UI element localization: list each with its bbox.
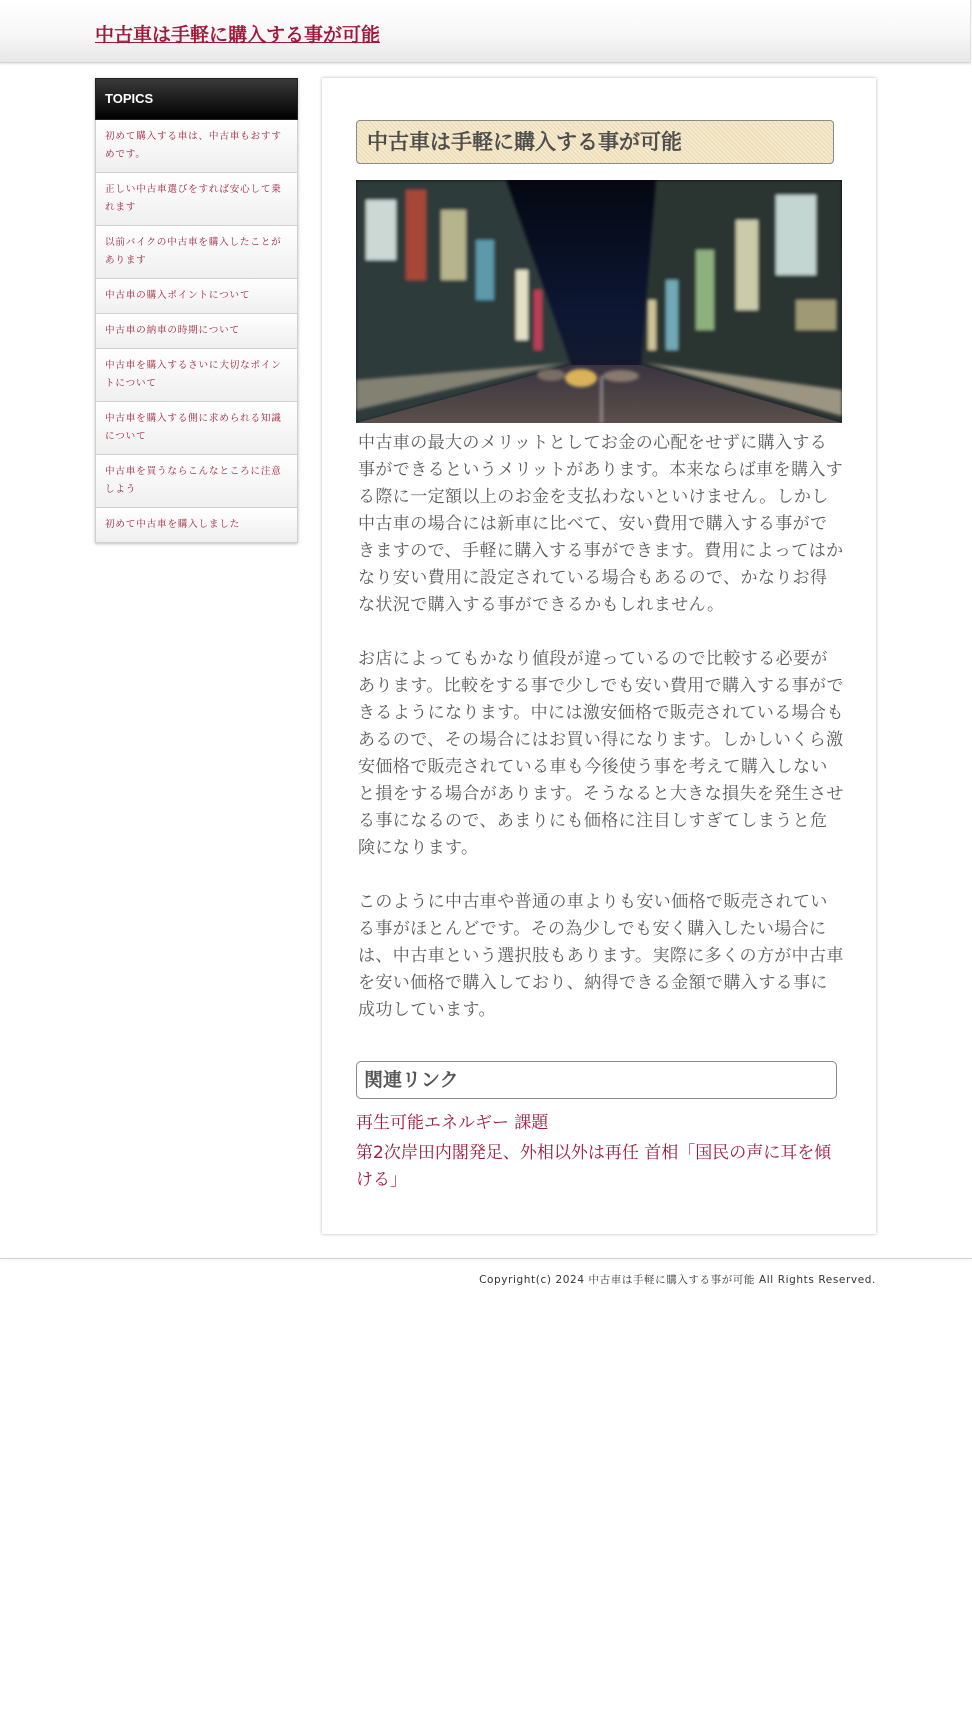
related-links — [356, 1110, 842, 1197]
sidebar-item[interactable]: 中古車を買うならこんなところに注意しよう — [95, 455, 298, 508]
city-night-photo — [356, 180, 842, 423]
sidebar — [95, 78, 298, 543]
sidebar-item[interactable]: 初めて購入する車は、中古車もおすすめです。 — [95, 120, 298, 173]
article-body — [358, 430, 844, 1051]
sidebar-item[interactable]: 以前バイクの中古車を購入したことがあります — [95, 226, 298, 279]
article-title: 中古車は手軽に購入する事が可能 — [356, 120, 834, 164]
topics-heading: TOPICS — [95, 78, 298, 120]
paragraph: お店によってもかなり値段が違っているので比較する必要があります。比較をする事で少しでも安い費用で購入する事ができるようになります。中には激安価格で販売されている場合もあるので、その場合にはお買い得になります。しかしいくら激安価格で販売されている車も今後使う事を考えて購入しないと損をする場合があります。そうなると大きな損失を発生させる事になるので、あまりにも価格に注目しすぎてしまうと危険になります。 — [358, 649, 844, 858]
sidebar-item[interactable]: 中古車を購入する側に求められる知識について — [95, 402, 298, 455]
main-content — [322, 78, 876, 1234]
copyright-text: Copyright(c) 2024 中古車は手軽に購入する事が可能 All Rights Reserved. — [479, 1274, 876, 1286]
site-header — [0, 0, 971, 63]
sidebar-item[interactable]: 中古車の購入ポイントについて — [95, 279, 298, 314]
sidebar-item[interactable]: 中古車を購入するさいに大切なポイントについて — [95, 349, 298, 402]
city-street-image — [356, 180, 842, 423]
sidebar-item[interactable]: 初めて中古車を購入しました — [95, 508, 298, 543]
sidebar-item[interactable]: 中古車の納車の時期について — [95, 314, 298, 349]
footer-divider — [0, 1258, 972, 1259]
site-title-link[interactable]: 中古車は手軽に購入する事が可能 — [95, 24, 381, 46]
paragraph: このように中古車や普通の車よりも安い価格で販売されている事がほとんどです。その為少しでも安く購入したい場合には、中古車という選択肢もあります。実際に多くの方が中古車を安い価格で購入しており、納得できる金額で購入する事に成功しています。 — [358, 892, 844, 1020]
related-link[interactable]: 第2次岸田内閣発足、外相以外は再任 首相「国民の声に耳を傾ける」 — [356, 1143, 832, 1190]
related-link[interactable]: 再生可能エネルギー 課題 — [356, 1113, 549, 1133]
paragraph: 中古車の最大のメリットとしてお金の心配をせずに購入する事ができるというメリットがあります。本来ならば車を購入する際に一定額以上のお金を支払わないといけません。しかし中古車の場合には新車に比べて、安い費用で購入する事ができますので、手軽に購入する事ができます。費用によってはかなり安い費用に設定されている場合もあるので、かなりお得な状況で購入する事ができるかもしれません。 — [358, 433, 844, 615]
related-links-heading: 関連リンク — [356, 1061, 837, 1099]
sidebar-item[interactable]: 正しい中古車選びをすれば安心して乗れます — [95, 173, 298, 226]
